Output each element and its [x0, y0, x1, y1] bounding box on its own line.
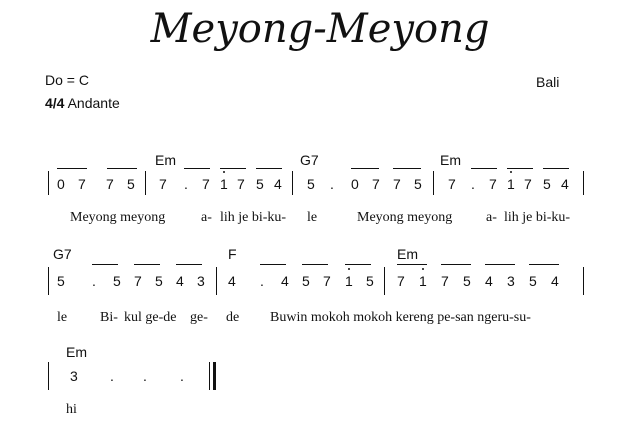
- song-origin: Bali: [536, 74, 560, 90]
- tempo-marking: Andante: [67, 95, 120, 111]
- beat-underline: [345, 264, 371, 265]
- bar-line: [216, 267, 217, 295]
- note: 7: [237, 176, 245, 192]
- note: 3: [70, 368, 78, 384]
- note: 5: [302, 273, 310, 289]
- note: 5: [307, 176, 315, 192]
- chord: Em: [440, 152, 461, 168]
- note: 7: [202, 176, 210, 192]
- note: 4: [274, 176, 282, 192]
- octave-dot: [422, 268, 424, 270]
- beat-underline: [176, 264, 202, 265]
- lyric: Meyong meyong: [70, 210, 166, 225]
- note: 7: [159, 176, 167, 192]
- note-dot: .: [180, 368, 184, 384]
- bar-line: [384, 267, 385, 295]
- note: 5: [463, 273, 471, 289]
- note: 4: [228, 273, 236, 289]
- octave-dot: [348, 268, 350, 270]
- lyric: de: [226, 310, 240, 325]
- note: 5: [113, 273, 121, 289]
- beat-underline: [485, 264, 515, 265]
- final-bar-thick: [213, 362, 216, 390]
- bar-line: [292, 171, 293, 195]
- beat-underline: [302, 264, 328, 265]
- note: 3: [197, 273, 205, 289]
- note: 4: [281, 273, 289, 289]
- note: 3: [507, 273, 515, 289]
- note: 7: [106, 176, 114, 192]
- lyric: a-: [486, 210, 497, 225]
- chord: Em: [66, 344, 87, 360]
- beat-underline: [260, 264, 286, 265]
- note: 5: [256, 176, 264, 192]
- note: 5: [366, 273, 374, 289]
- beat-underline: [397, 264, 427, 265]
- lyric: Meyong meyong: [357, 210, 453, 225]
- bar-line: [48, 362, 49, 390]
- bar-line: [433, 171, 434, 195]
- note-dot: .: [471, 176, 475, 192]
- lyric: ge-: [190, 310, 208, 325]
- octave-dot: [510, 171, 512, 173]
- note: 7: [489, 176, 497, 192]
- lyric: le: [57, 310, 68, 325]
- note: 5: [127, 176, 135, 192]
- beat-underline: [351, 168, 379, 169]
- chord: G7: [300, 152, 319, 168]
- bar-line: [145, 171, 146, 195]
- key-signature: Do = C: [45, 72, 89, 88]
- note: 0: [57, 176, 65, 192]
- lyric: Bi-: [100, 310, 118, 325]
- bar-line: [48, 267, 49, 295]
- note: 4: [176, 273, 184, 289]
- beat-underline: [134, 264, 160, 265]
- note-dot: .: [330, 176, 334, 192]
- bar-line: [48, 171, 49, 195]
- chord: G7: [53, 246, 72, 262]
- note: 1: [220, 176, 228, 192]
- song-title: Meyong-Meyong: [150, 6, 490, 52]
- note-dot: .: [184, 176, 188, 192]
- chord: Em: [397, 246, 418, 262]
- beat-underline: [441, 264, 471, 265]
- beat-underline: [543, 168, 569, 169]
- note-dot: .: [110, 368, 114, 384]
- lyric: kul ge-de: [124, 310, 177, 325]
- note: 5: [529, 273, 537, 289]
- beat-underline: [393, 168, 421, 169]
- note: 5: [414, 176, 422, 192]
- chord: F: [228, 246, 237, 262]
- lyric: hi: [66, 402, 77, 417]
- lyric: lih je bi-ku-: [220, 210, 287, 225]
- note: 7: [448, 176, 456, 192]
- note: 1: [419, 273, 427, 289]
- note: 7: [372, 176, 380, 192]
- lyric: le: [307, 210, 318, 225]
- beat-underline: [184, 168, 210, 169]
- note: 7: [78, 176, 86, 192]
- note: 5: [57, 273, 65, 289]
- beat-underline: [92, 264, 118, 265]
- beat-underline: [507, 168, 533, 169]
- lyric: Buwin mokoh mokoh kereng pe-san ngeru-su-: [270, 310, 531, 325]
- note: 1: [345, 273, 353, 289]
- note: 5: [543, 176, 551, 192]
- final-bar-thin: [209, 362, 210, 390]
- chord: Em: [155, 152, 176, 168]
- lyric: a-: [201, 210, 212, 225]
- bar-line: [583, 267, 584, 295]
- note-dot: .: [260, 273, 264, 289]
- note-dot: .: [92, 273, 96, 289]
- beat-underline: [471, 168, 497, 169]
- beat-underline: [256, 168, 282, 169]
- note: 7: [397, 273, 405, 289]
- note: 0: [351, 176, 359, 192]
- beat-underline: [57, 168, 87, 169]
- beat-underline: [220, 168, 246, 169]
- beat-underline: [107, 168, 137, 169]
- time-signature: 4/4: [45, 95, 65, 111]
- beat-underline: [529, 264, 559, 265]
- note: 4: [485, 273, 493, 289]
- bar-line: [583, 171, 584, 195]
- tempo-line: [45, 95, 120, 111]
- note: 1: [507, 176, 515, 192]
- note: 7: [134, 273, 142, 289]
- note: 7: [323, 273, 331, 289]
- note: 4: [561, 176, 569, 192]
- note: 4: [551, 273, 559, 289]
- note: 7: [441, 273, 449, 289]
- note: 5: [155, 273, 163, 289]
- lyric: lih je bi-ku-: [504, 210, 571, 225]
- note: 7: [393, 176, 401, 192]
- octave-dot: [223, 171, 225, 173]
- note-dot: .: [143, 368, 147, 384]
- note: 7: [524, 176, 532, 192]
